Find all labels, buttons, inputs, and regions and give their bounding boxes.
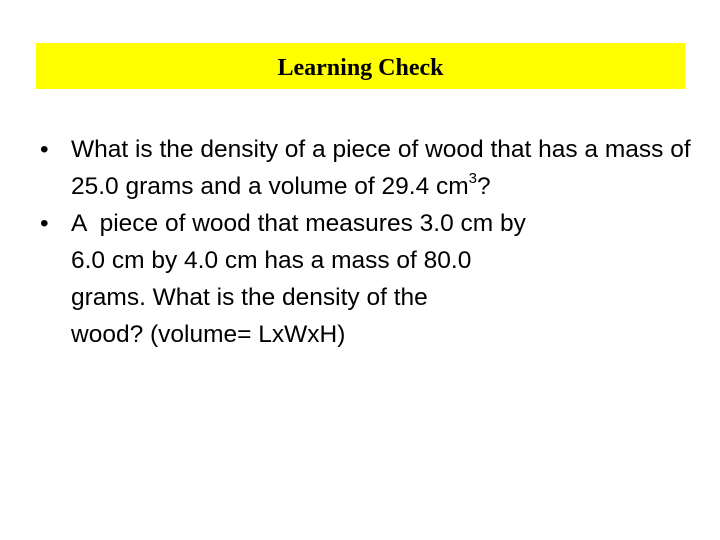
slide-title: Learning Check — [277, 54, 444, 81]
title-banner — [36, 43, 685, 89]
question-item-density-dimensions — [40, 205, 700, 353]
bullet-icon: • — [40, 210, 49, 237]
question-text-line-2: 6.0 cm by 4.0 cm has a mass of 80.0 — [71, 247, 472, 274]
question-text-line-4: wood? (volume= LxWxH) — [71, 321, 346, 348]
question-item-density-mass-volume — [40, 131, 700, 205]
question-text — [71, 136, 691, 200]
question-text-end: ? — [477, 173, 491, 200]
cubic-superscript: 3 — [468, 169, 478, 187]
question-list — [40, 131, 700, 353]
bullet-icon: • — [40, 136, 49, 163]
question-text-line-1: A piece of wood that measures 3.0 cm by — [71, 210, 526, 237]
question-text-main: What is the density of a piece of wood that has a mass of 25.0 grams and a volume of 29.4 cm — [71, 136, 691, 200]
question-text-line-3: grams. What is the density of the — [71, 284, 428, 311]
